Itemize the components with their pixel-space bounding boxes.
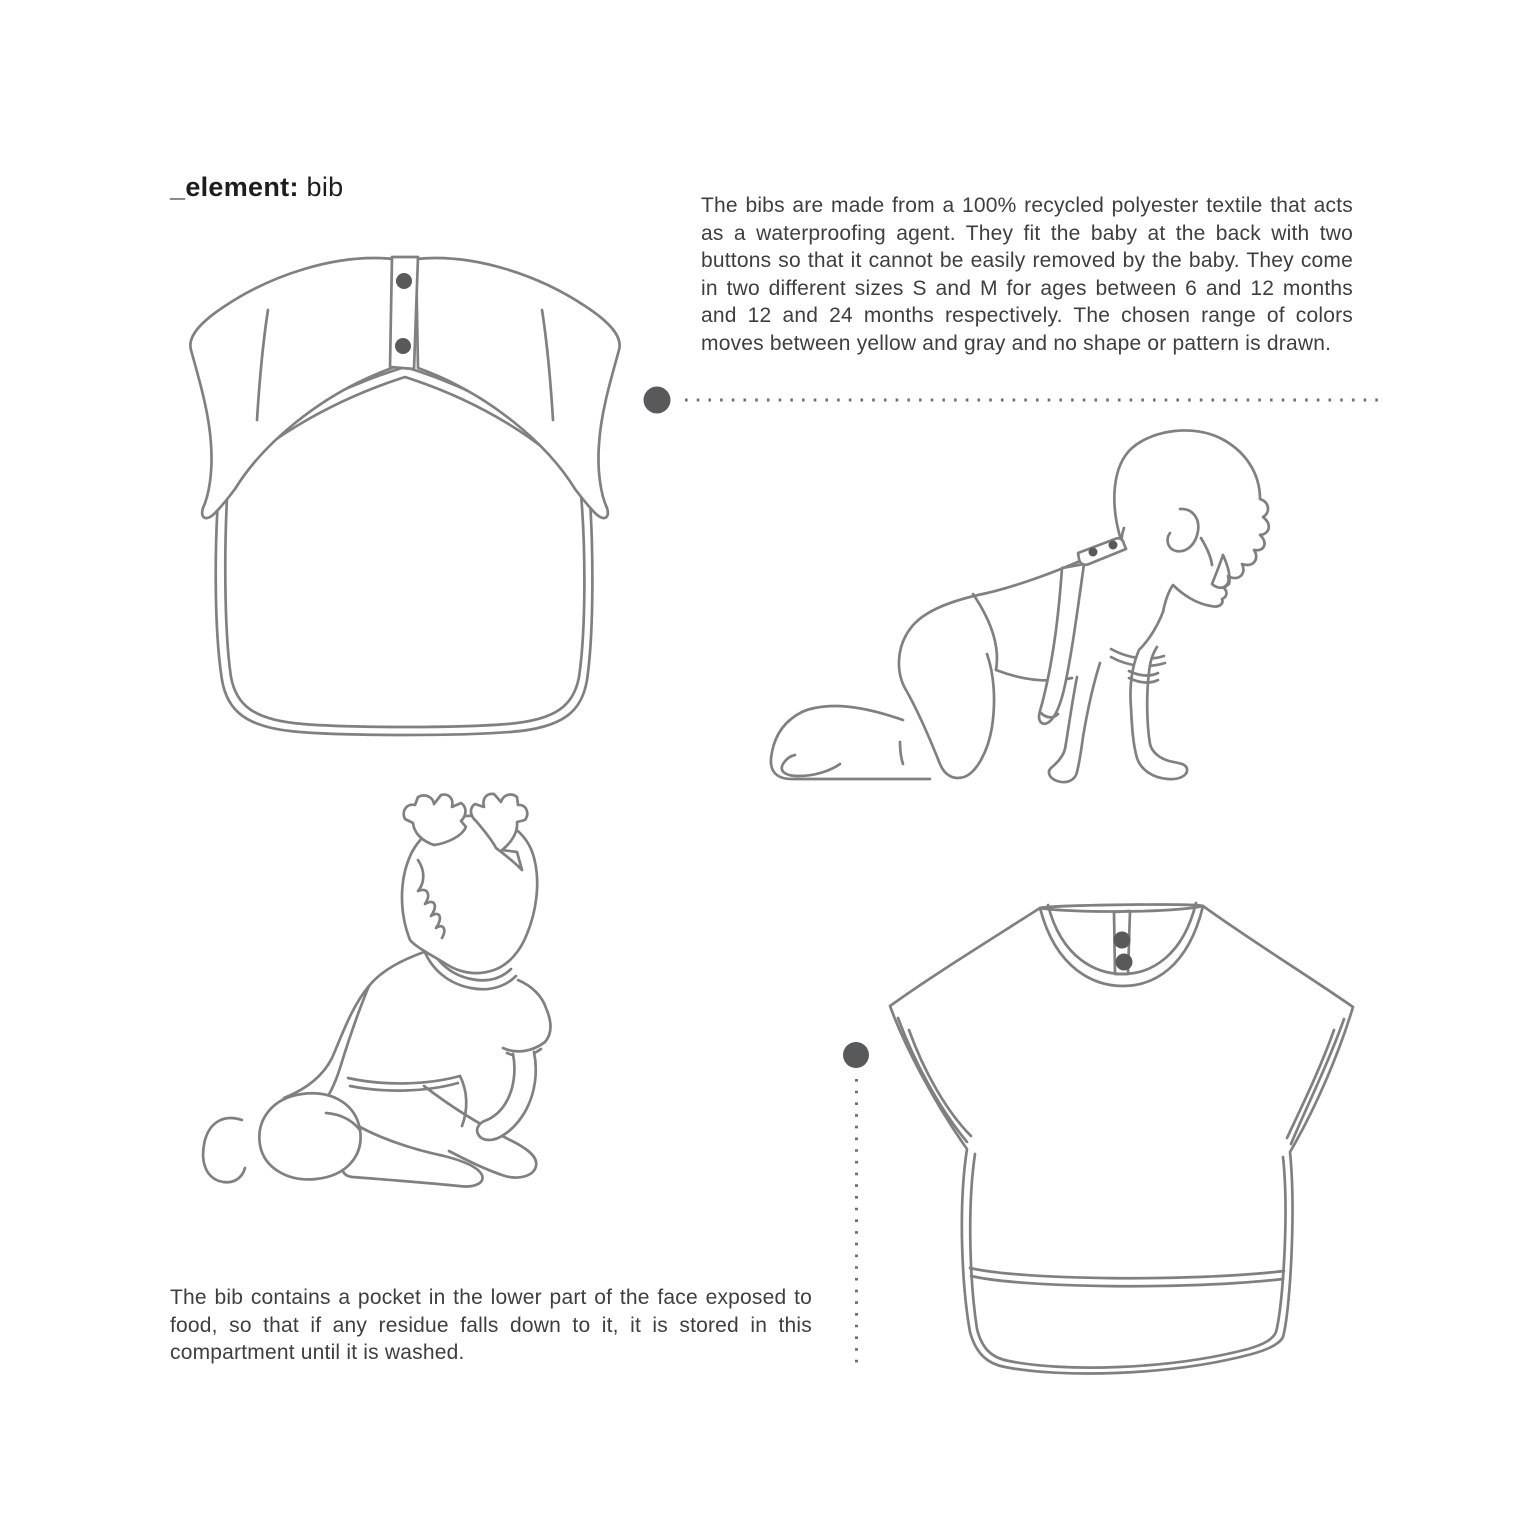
baby-left-arm [320, 986, 369, 1108]
snap-button [396, 273, 412, 289]
baby-knee [259, 1093, 360, 1179]
vertical-dotted-connector [841, 1041, 873, 1376]
page-title [170, 172, 343, 203]
snap-button [1089, 548, 1098, 557]
snap-button [1109, 541, 1118, 550]
pocket-paragraph: The bib contains a pocket in the lower part of the face exposed to food, so that if any residue falls down to it, it is stored in this compartment until it is washed. [170, 1286, 812, 1365]
baby-head [1114, 430, 1268, 587]
horizontal-dotted-connector [643, 385, 1388, 415]
baby-shin-and-foot [771, 706, 930, 779]
right-shoulder [518, 980, 550, 1042]
baby-foot-sole [203, 1118, 245, 1182]
shirt-hem [348, 1076, 460, 1083]
baby-sitting-illustration [172, 790, 647, 1240]
connector-marker-dot [644, 387, 671, 414]
bib-neck-strap [1078, 538, 1126, 565]
bib-front-view-illustration [870, 882, 1400, 1397]
left-pigtail [404, 795, 466, 845]
bib-back-view-illustration [170, 240, 640, 740]
baby-crawling-with-bib-illustration [760, 422, 1280, 800]
baby-right-arm [477, 1052, 536, 1140]
chest-line [1139, 612, 1163, 650]
materials-paragraph: The bibs are made from a 100% recycled polyester textile that acts as a waterproofing agent. They fit the baby at the back with two buttons so that it cannot be easily removed by the baby. They come in two different sizes S and M for ages between 6 and 12 months and 12 and 24 months respectively. The chosen range of colors moves between yellow and gray and no shape or pattern is drawn. [701, 194, 1353, 355]
connector-marker-dot [843, 1042, 869, 1068]
page-title-value: bib [298, 172, 344, 202]
page-title-key: _element: [170, 172, 299, 202]
baby-near-arm [1130, 647, 1187, 779]
snap-button [395, 338, 411, 354]
